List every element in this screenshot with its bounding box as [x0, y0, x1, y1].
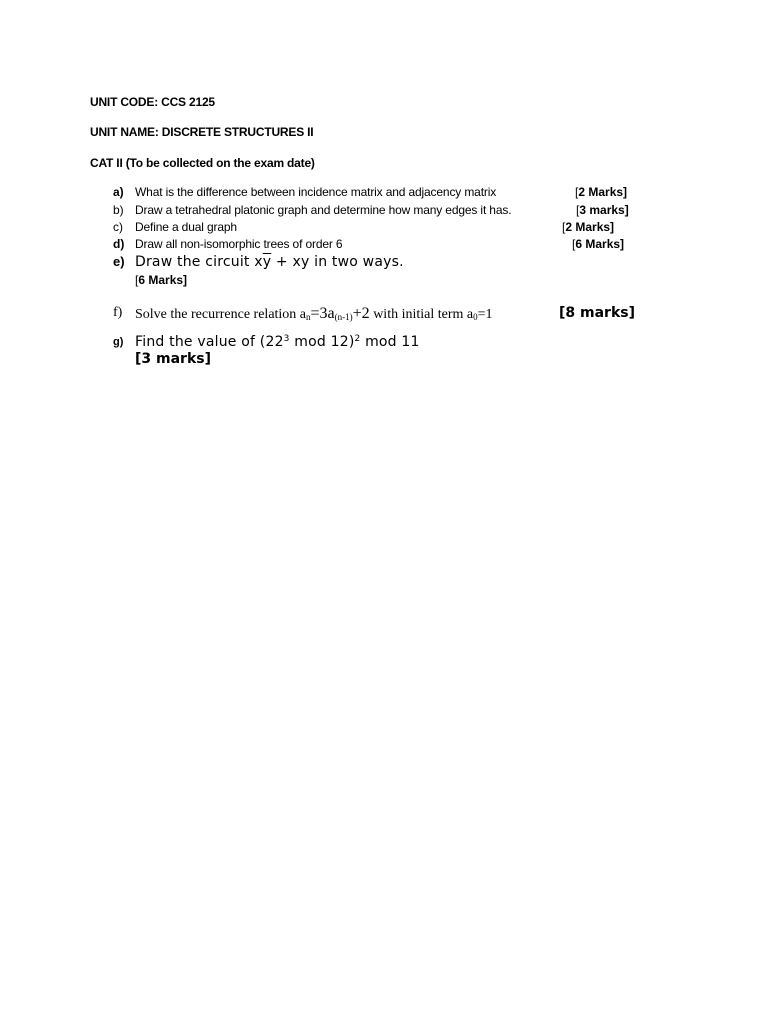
question-marks: [3 marks]	[576, 203, 629, 217]
question-g-marks: [3 marks]	[135, 351, 211, 367]
question-text: Draw the circuit $x\overline{y}$ + xy in two ways.	[135, 254, 404, 270]
question-marks: [6 Marks]	[572, 237, 625, 251]
question-marks: [2 Marks]	[562, 220, 615, 234]
question-e-marks: [6 Marks]	[135, 273, 188, 287]
unit-code: UNIT CODE: CCS 2125	[90, 95, 215, 109]
question-label: d)	[113, 237, 125, 251]
question-label: e)	[113, 254, 125, 269]
question-text: Solve the recurrence relation $a_n=3a_{(n-1)}+2$ with initial term $a_0=1$	[135, 305, 493, 322]
unit-name: UNIT NAME: DISCRETE STRUCTURES II	[90, 125, 314, 139]
question-text: What is the difference between incidence matrix and adjacency matrix	[135, 185, 497, 199]
question-label: c)	[113, 220, 123, 234]
question-marks: [8 marks]	[559, 305, 635, 321]
cat-title: CAT II (To be collected on the exam date)	[90, 156, 315, 170]
question-marks: [2 Marks]	[575, 185, 628, 199]
question-text: Draw all non-isomorphic trees of order 6	[135, 237, 343, 251]
question-text: Draw a tetrahedral platonic graph and determine how many edges it has.	[135, 203, 512, 217]
question-label: a)	[113, 185, 124, 199]
question-text: Find the value of ($22^3$ mod 12)$^2$ mod 11	[135, 334, 420, 350]
question-label: g)	[113, 336, 124, 348]
question-label: f)	[113, 305, 123, 320]
question-label: b)	[113, 203, 124, 217]
question-text: Define a dual graph	[135, 220, 237, 234]
